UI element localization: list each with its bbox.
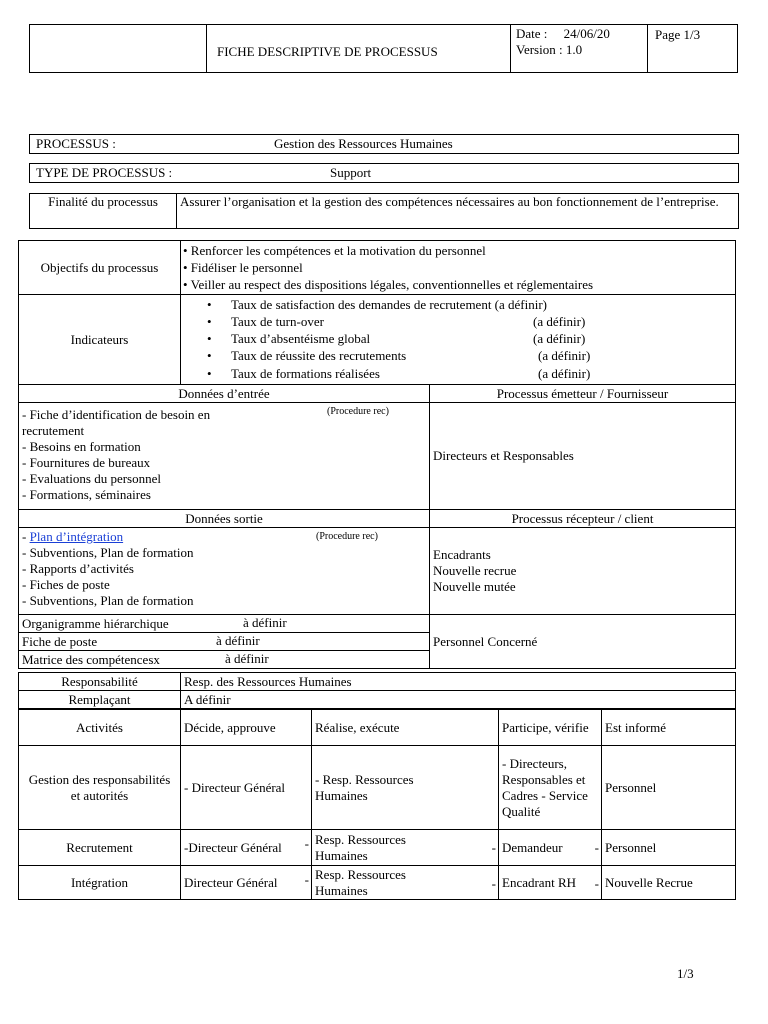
remplacant-label: Remplaçant <box>19 691 181 709</box>
entree-item: - Formations, séminaires <box>22 487 151 502</box>
activite-name: Intégration <box>19 866 181 900</box>
entree-item: - Evaluations du personnel <box>22 471 161 486</box>
header-date-cell <box>511 25 648 73</box>
indicateur-status: (a définir) <box>533 330 586 346</box>
sortie-item: - Subventions, Plan de formation <box>22 545 194 560</box>
activite-informe: Personnel <box>602 830 736 866</box>
objectif-item: • Veiller au respect des dispositions légales, conventionnelles et réglementaires <box>183 277 594 292</box>
header-title-cell <box>207 25 511 73</box>
finalite-table <box>29 193 739 229</box>
sortie-header: Données sortie <box>19 510 430 528</box>
dash-marker: - <box>304 872 309 887</box>
processus-row <box>29 134 739 154</box>
sortie-item: - Subventions, Plan de formation <box>22 593 194 608</box>
document-status: à définir <box>225 651 269 666</box>
entree-header: Données d’entrée <box>19 385 430 403</box>
header-page-cell <box>648 25 738 73</box>
indicateur-status: (a définir) <box>538 365 591 381</box>
document-title: FICHE DESCRIPTIVE DE PROCESSUS <box>217 44 438 59</box>
realise-header: Réalise, exécute <box>312 710 499 746</box>
sortie-procedure: (Procedure rec) <box>316 531 378 542</box>
activite-name: Recrutement <box>19 830 181 866</box>
activites-table <box>18 709 736 900</box>
activite-realise: - Resp. Ressources Humaines <box>312 746 499 830</box>
objectif-item: • Fidéliser le personnel <box>183 260 303 275</box>
document-status: à définir <box>216 633 260 648</box>
client-item: Nouvelle mutée <box>433 579 516 594</box>
document-row <box>19 633 430 651</box>
dash-marker: - <box>594 840 599 855</box>
date-value: 24/06/20 <box>563 26 610 41</box>
objectifs-table <box>18 240 736 385</box>
activite-informe: Personnel <box>602 746 736 830</box>
document-name: Matrice des compétencesx <box>22 651 160 667</box>
indicateur-item: Taux de réussite des recrutements <box>231 347 407 363</box>
activite-participe: - Directeurs, Responsables et Cadres - Service Qualité <box>499 746 602 830</box>
donnees-table <box>18 384 736 669</box>
decide-header: Décide, approuve <box>181 710 312 746</box>
entree-procedure: (Procedure rec) <box>327 406 389 417</box>
type-label: TYPE DE PROCESSUS : <box>36 165 173 180</box>
sortie-list: (Procedure rec) - Plan d’intégration - Subventions, Plan de formation - Rapports d’activités - Fiches de poste - Subventions, Plan de formation <box>19 528 430 615</box>
activite-realise: Resp. Ressources Humaines - <box>312 866 499 900</box>
page-number: Page 1/3 <box>655 27 701 42</box>
document-status: à définir <box>243 615 287 630</box>
header-blank-cell <box>30 25 207 73</box>
activite-realise: Resp. Ressources Humaines - <box>312 830 499 866</box>
entree-item: - Fiche d’identification de besoin en recrutement <box>22 407 211 438</box>
client-item: Encadrants <box>433 547 491 562</box>
entree-item: - Besoins en formation <box>22 439 141 454</box>
activites-header: Activités <box>19 710 181 746</box>
processus-value: Gestion des Ressources Humaines <box>274 136 453 151</box>
sortie-item: - Rapports d’activités <box>22 561 134 576</box>
objectif-item: • Renforcer les compétences et la motivation du personnel <box>183 243 486 258</box>
remplacant-value: A définir <box>181 691 736 709</box>
indicateur-item: Taux d’absentéisme global <box>231 330 371 346</box>
type-value: Support <box>330 165 372 180</box>
indicateur-item: Taux de turn-over <box>231 313 324 329</box>
indicateur-item: Taux de satisfaction des demandes de recrutement (a définir) <box>231 296 548 312</box>
dash-marker: - <box>491 840 496 855</box>
entree-list <box>19 403 430 510</box>
header-table <box>29 24 738 73</box>
document-row <box>19 615 430 633</box>
date-label: Date : <box>516 26 548 41</box>
responsabilite-label: Responsabilité <box>19 673 181 691</box>
footer-page-number: 1/3 <box>677 966 694 981</box>
client-item: Nouvelle recrue <box>433 563 517 578</box>
informe-header: Est informé <box>602 710 736 746</box>
participe-header: Participe, vérifie <box>499 710 602 746</box>
indicateur-status: (a définir) <box>533 313 586 329</box>
client-list <box>430 528 736 615</box>
type-row <box>29 163 739 183</box>
dash-marker: - <box>594 876 599 891</box>
indicateurs-label: Indicateurs <box>19 295 181 385</box>
activite-informe: Nouvelle Recrue <box>602 866 736 900</box>
dash-marker: - <box>304 836 309 851</box>
client-header: Processus récepteur / client <box>430 510 736 528</box>
entree-item: - Fournitures de bureaux <box>22 455 151 470</box>
responsabilite-table <box>18 672 736 709</box>
activite-participe: Demandeur - <box>499 830 602 866</box>
activite-name: Gestion des responsabilités et autorités <box>19 746 181 830</box>
document-name: Organigramme hiérarchique <box>22 615 169 631</box>
document-row <box>19 651 430 669</box>
fournisseur-header: Processus émetteur / Fournisseur <box>430 385 736 403</box>
objectifs-label: Objectifs du processus <box>19 241 181 295</box>
activite-decide: Directeur Général - <box>181 866 312 900</box>
version-text: Version : 1.0 <box>516 42 583 57</box>
indicateur-item: Taux de formations réalisées <box>231 365 380 381</box>
indicateur-status: (a définir) <box>538 347 591 363</box>
finalite-text: Assurer l’organisation et la gestion des compétences nécessaires au bon fonctionnement de l’entreprise. <box>177 194 739 229</box>
objectifs-list <box>181 241 736 295</box>
dash-marker: - <box>491 876 496 891</box>
responsabilite-value: Resp. des Ressources Humaines <box>181 673 736 691</box>
sortie-item: - Fiches de poste <box>22 577 110 592</box>
fournisseur-value: Directeurs et Responsables <box>430 403 736 510</box>
personnel-concerne: Personnel Concerné <box>430 615 736 669</box>
processus-label: PROCESSUS : <box>36 136 116 151</box>
document-name: Fiche de poste <box>22 633 98 649</box>
plan-integration-link[interactable]: Plan d’intégration <box>29 529 124 544</box>
activite-decide: -Directeur Général - <box>181 830 312 866</box>
finalite-label: Finalité du processus <box>30 194 177 229</box>
indicateurs-list: • Taux de satisfaction des demandes de recrutement (a définir) • Taux de turn-over (a définir) • Taux d’absentéisme global (a définir) • Taux de réussite des recrutements (a définir) • Taux de formations réalisées (a définir) <box>181 295 736 385</box>
activite-participe: Encadrant RH - <box>499 866 602 900</box>
activite-decide: - Directeur Général <box>181 746 312 830</box>
